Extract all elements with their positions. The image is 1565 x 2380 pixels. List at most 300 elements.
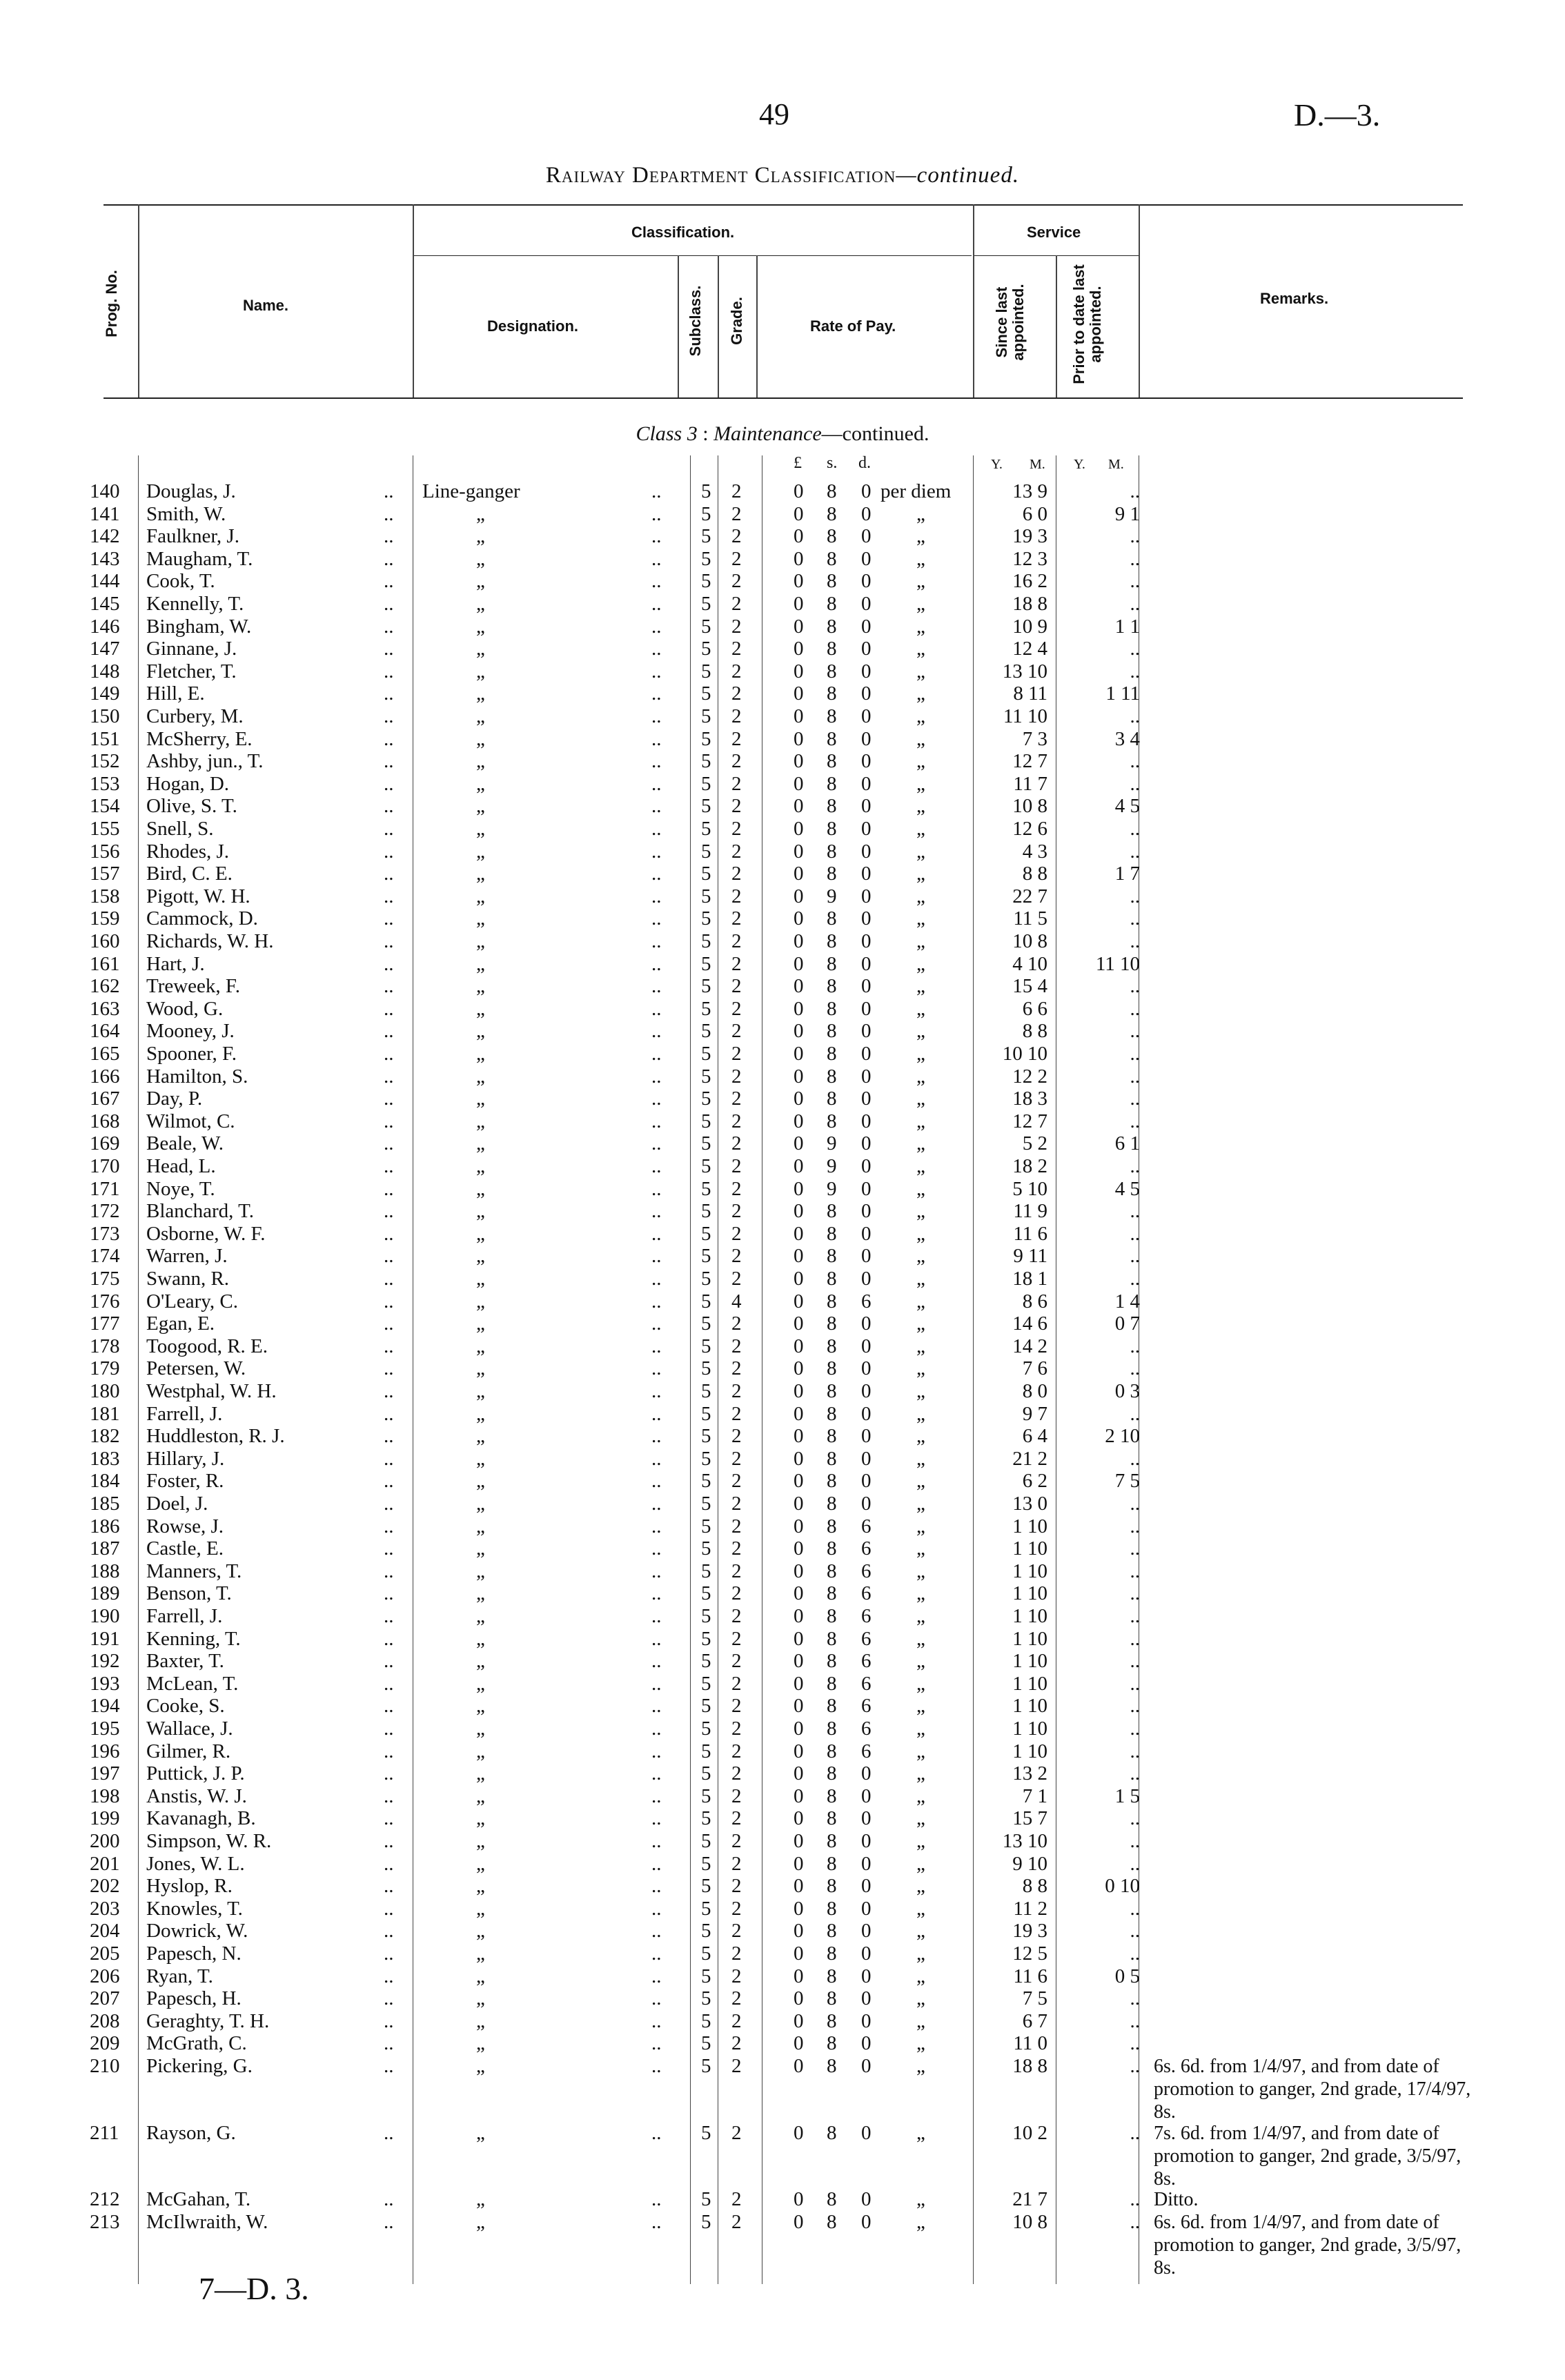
grade-cell: 2: [731, 1447, 742, 1470]
leader-dots: ..: [651, 1830, 662, 1852]
subclass-cell: 5: [701, 1493, 711, 1515]
prog-no-cell: 193: [90, 1672, 120, 1695]
prog-no-cell: 188: [90, 1560, 120, 1582]
leader-dots: ..: [384, 638, 394, 660]
table-row: [0, 1830, 1565, 1853]
pounds-cell: 0: [794, 1627, 804, 1650]
table-row: [0, 616, 1565, 638]
prog-no-cell: 155: [90, 818, 120, 840]
since-last-cell: 11 0: [1013, 2032, 1047, 2055]
since-last-cell: 4 10: [1012, 952, 1047, 975]
pounds-cell: 0: [794, 502, 804, 525]
shillings-cell: 8: [827, 1560, 837, 1582]
pence-cell: 0: [861, 818, 872, 840]
prog-no-cell: 171: [90, 1177, 120, 1200]
name-cell: Warren, J.: [146, 1245, 228, 1268]
subclass-cell: 5: [701, 727, 711, 750]
leader-dots: ..: [651, 1425, 662, 1448]
rate-period-cell: „: [916, 1470, 925, 1493]
prog-no-cell: 152: [90, 750, 120, 773]
table-row: [0, 1965, 1565, 1988]
name-cell: O'Leary, C.: [146, 1290, 238, 1312]
pence-cell: 0: [861, 1088, 872, 1110]
subclass-cell: 5: [701, 1155, 711, 1177]
grade-cell: 2: [731, 1425, 742, 1448]
prog-no-cell: 190: [90, 1605, 120, 1627]
shillings-cell: 8: [827, 772, 837, 795]
leader-dots: ..: [651, 1582, 662, 1605]
pounds-cell: 0: [794, 1650, 804, 1673]
since-last-cell: 11 10: [1003, 705, 1047, 727]
subclass-cell: 5: [701, 2032, 711, 2055]
grade-cell: 2: [731, 795, 742, 818]
leader-dots: ..: [384, 863, 394, 885]
prog-no-cell: 173: [90, 1222, 120, 1245]
leader-dots: ..: [384, 1245, 394, 1268]
designation-cell: „: [476, 1695, 485, 1718]
subclass-cell: 5: [701, 1672, 711, 1695]
pence-cell: 0: [861, 638, 872, 660]
shillings-cell: 8: [827, 2188, 837, 2211]
leader-dots: ..: [384, 480, 394, 502]
table-row: [0, 1628, 1565, 1651]
name-cell: McGrath, C.: [146, 2032, 247, 2055]
table-row: [0, 840, 1565, 863]
since-last-cell: 18 8: [1012, 2055, 1047, 2077]
subclass-cell: 5: [701, 705, 711, 727]
prog-no-cell: 207: [90, 1987, 120, 2010]
since-last-cell: 8 0: [1022, 1380, 1047, 1402]
designation-cell: „: [476, 840, 485, 863]
subclass-cell: 5: [701, 1088, 711, 1110]
designation-cell: „: [476, 2009, 485, 2032]
pence-cell: 0: [861, 1987, 872, 2010]
name-cell: Spooner, F.: [146, 1043, 237, 1065]
prior-to-date-cell: ..: [1130, 593, 1140, 615]
designation-cell: „: [476, 1965, 485, 1987]
subclass-cell: 5: [701, 660, 711, 682]
shillings-cell: 8: [827, 1943, 837, 1965]
prior-to-date-cell: ..: [1130, 2009, 1140, 2032]
subclass-cell: 5: [701, 1807, 711, 1830]
rate-period-cell: „: [916, 1582, 925, 1605]
since-last-cell: 18 2: [1012, 1155, 1047, 1177]
table-row: [0, 1403, 1565, 1426]
prior-to-date-cell: 0 7: [1114, 1312, 1140, 1335]
prog-no-cell: 200: [90, 1830, 120, 1852]
subclass-cell: 5: [701, 638, 711, 660]
pence-cell: 0: [861, 1043, 872, 1065]
leader-dots: ..: [384, 1807, 394, 1830]
leader-dots: ..: [384, 1043, 394, 1065]
prog-no-cell: 205: [90, 1943, 120, 1965]
grade-cell: 2: [731, 1784, 742, 1807]
name-cell: Head, L.: [146, 1155, 216, 1177]
grade-cell: 2: [731, 1987, 742, 2010]
rate-period-cell: „: [916, 638, 925, 660]
name-cell: Ginnane, J.: [146, 638, 237, 660]
name-cell: Rayson, G.: [146, 2121, 236, 2144]
pounds-cell: 0: [794, 1830, 804, 1852]
leader-dots: ..: [651, 547, 662, 570]
designation-cell: „: [476, 2055, 485, 2077]
since-last-cell: 19 3: [1012, 525, 1047, 548]
designation-cell: „: [476, 1897, 485, 1920]
table-row: [0, 998, 1565, 1021]
prior-to-date-cell: ..: [1130, 1515, 1140, 1537]
pounds-cell: 0: [794, 547, 804, 570]
designation-cell: „: [476, 1762, 485, 1785]
shillings-cell: 8: [827, 863, 837, 885]
prior-to-date-cell: 4 5: [1114, 795, 1140, 818]
shillings-cell: 8: [827, 638, 837, 660]
name-cell: Wood, G.: [146, 997, 224, 1020]
prog-no-cell: 146: [90, 615, 120, 638]
header-classification: Classification.: [631, 224, 735, 241]
prior-to-date-cell: ..: [1130, 705, 1140, 727]
rate-period-cell: „: [916, 1177, 925, 1200]
pence-cell: 0: [861, 1200, 872, 1223]
prog-no-cell: 195: [90, 1718, 120, 1740]
title-suffix: —continued.: [896, 163, 1020, 188]
name-cell: Westphal, W. H.: [146, 1380, 277, 1402]
grade-cell: 2: [731, 1897, 742, 1920]
table-row: [0, 1560, 1565, 1583]
shillings-cell: 8: [827, 907, 837, 930]
leader-dots: ..: [384, 1784, 394, 1807]
subclass-cell: 5: [701, 1177, 711, 1200]
leader-dots: ..: [651, 727, 662, 750]
shillings-cell: 8: [827, 1897, 837, 1920]
shillings-cell: 8: [827, 1493, 837, 1515]
leader-dots: ..: [384, 2210, 394, 2233]
since-last-cell: 13 2: [1012, 1762, 1047, 1785]
leader-dots: ..: [384, 1537, 394, 1560]
leader-dots: ..: [384, 1088, 394, 1110]
leader-dots: ..: [651, 638, 662, 660]
table-row: [0, 1110, 1565, 1133]
pounds-cell: 0: [794, 727, 804, 750]
leader-dots: ..: [384, 1425, 394, 1448]
rate-period-cell: „: [916, 727, 925, 750]
shillings-cell: 8: [827, 1852, 837, 1875]
since-last-cell: 9 10: [1012, 1852, 1047, 1875]
name-cell: McSherry, E.: [146, 727, 253, 750]
pence-cell: 0: [861, 1357, 872, 1380]
designation-cell: „: [476, 975, 485, 998]
rate-period-cell: „: [916, 1560, 925, 1582]
since-last-cell: 4 3: [1022, 840, 1047, 863]
designation-cell: „: [476, 795, 485, 818]
rate-period-cell: „: [916, 1605, 925, 1627]
rate-period-cell: „: [916, 750, 925, 773]
name-cell: Castle, E.: [146, 1537, 224, 1560]
subclass-cell: 5: [701, 1470, 711, 1493]
subclass-cell: 5: [701, 1830, 711, 1852]
leader-dots: ..: [651, 682, 662, 705]
leader-dots: ..: [651, 1740, 662, 1762]
leader-dots: ..: [651, 2188, 662, 2211]
table-row: [0, 1357, 1565, 1380]
grade-cell: 2: [731, 1110, 742, 1132]
name-cell: Hyslop, R.: [146, 1875, 233, 1898]
table-row: [0, 593, 1565, 616]
designation-cell: „: [476, 1268, 485, 1290]
name-cell: Beale, W.: [146, 1132, 224, 1155]
designation-cell: „: [476, 863, 485, 885]
pounds-cell: 0: [794, 1582, 804, 1605]
designation-cell: Line-ganger: [422, 480, 520, 502]
shillings-cell: 8: [827, 1830, 837, 1852]
since-last-cell: 11 6: [1013, 1222, 1047, 1245]
leader-dots: ..: [384, 1672, 394, 1695]
since-last-cell: 15 4: [1012, 975, 1047, 998]
pounds-cell: 0: [794, 2055, 804, 2077]
since-last-cell: 9 7: [1022, 1402, 1047, 1425]
prior-to-date-cell: ..: [1130, 1222, 1140, 1245]
subclass-cell: 5: [701, 1987, 711, 2010]
unit-shilling: s.: [827, 454, 838, 472]
rate-period-cell: „: [916, 1897, 925, 1920]
designation-cell: „: [476, 1470, 485, 1493]
leader-dots: ..: [651, 1897, 662, 1920]
rate-period-cell: „: [916, 1695, 925, 1718]
leader-dots: ..: [384, 1605, 394, 1627]
leader-dots: ..: [384, 907, 394, 930]
prog-no-cell: 196: [90, 1740, 120, 1762]
header-name: Name.: [243, 297, 289, 314]
leader-dots: ..: [384, 1920, 394, 1943]
shillings-cell: 8: [827, 502, 837, 525]
leader-dots: ..: [384, 1447, 394, 1470]
leader-dots: ..: [651, 480, 662, 502]
grade-cell: 2: [731, 1875, 742, 1898]
designation-cell: „: [476, 1943, 485, 1965]
since-last-cell: 6 7: [1022, 2009, 1047, 2032]
subclass-cell: 5: [701, 2121, 711, 2144]
table-row: [0, 1245, 1565, 1268]
pence-cell: 0: [861, 1312, 872, 1335]
grade-cell: 2: [731, 1515, 742, 1537]
prog-no-cell: 182: [90, 1425, 120, 1448]
grade-cell: 2: [731, 1695, 742, 1718]
rate-period-cell: „: [916, 547, 925, 570]
shillings-cell: 8: [827, 1987, 837, 2010]
name-cell: Farrell, J.: [146, 1605, 223, 1627]
table-row: [0, 1695, 1565, 1718]
shillings-cell: 8: [827, 1200, 837, 1223]
prior-to-date-cell: ..: [1130, 1200, 1140, 1223]
grade-cell: 2: [731, 1357, 742, 1380]
leader-dots: ..: [384, 1560, 394, 1582]
table-row: [0, 975, 1565, 998]
designation-cell: „: [476, 1515, 485, 1537]
prior-to-date-cell: 6 1: [1114, 1132, 1140, 1155]
prior-to-date-cell: ..: [1130, 1268, 1140, 1290]
leader-dots: ..: [384, 1335, 394, 1357]
subclass-cell: 5: [701, 1290, 711, 1312]
name-cell: Puttick, J. P.: [146, 1762, 245, 1785]
grade-cell: 2: [731, 1380, 742, 1402]
designation-cell: „: [476, 1020, 485, 1043]
since-last-cell: 6 6: [1022, 997, 1047, 1020]
designation-cell: „: [476, 772, 485, 795]
pounds-cell: 0: [794, 840, 804, 863]
prog-no-cell: 176: [90, 1290, 120, 1312]
grade-cell: 2: [731, 1155, 742, 1177]
name-cell: Douglas, J.: [146, 480, 236, 502]
table-row: [0, 682, 1565, 705]
rate-period-cell: „: [916, 570, 925, 593]
table-row: [0, 1853, 1565, 1876]
since-last-cell: 1 10: [1012, 1718, 1047, 1740]
table-row: [0, 548, 1565, 571]
since-last-cell: 13 10: [1002, 660, 1047, 682]
leader-dots: ..: [384, 1875, 394, 1898]
prog-no-cell: 185: [90, 1493, 120, 1515]
since-last-cell: 11 9: [1013, 1200, 1047, 1223]
prog-no-cell: 143: [90, 547, 120, 570]
table-row: [0, 705, 1565, 728]
designation-cell: „: [476, 593, 485, 615]
shillings-cell: 8: [827, 2210, 837, 2233]
name-cell: Hamilton, S.: [146, 1065, 248, 1088]
subclass-cell: 5: [701, 1425, 711, 1448]
leader-dots: ..: [384, 1290, 394, 1312]
grade-cell: 2: [731, 1582, 742, 1605]
table-row: [0, 930, 1565, 953]
prog-no-cell: 162: [90, 975, 120, 998]
grade-cell: 2: [731, 1020, 742, 1043]
prior-to-date-cell: ..: [1130, 1695, 1140, 1718]
header-divider-7: [1056, 255, 1057, 397]
prog-no-cell: 157: [90, 863, 120, 885]
prior-to-date-cell: ..: [1130, 2055, 1140, 2077]
subclass-cell: 5: [701, 1357, 711, 1380]
prior-to-date-cell: ..: [1130, 1987, 1140, 2010]
subclass-cell: 5: [701, 1380, 711, 1402]
prior-to-date-cell: ..: [1130, 1065, 1140, 1088]
leader-dots: ..: [651, 1807, 662, 1830]
leader-dots: ..: [651, 1335, 662, 1357]
grade-cell: 2: [731, 502, 742, 525]
name-cell: Pigott, W. H.: [146, 885, 250, 907]
pence-cell: 0: [861, 1965, 872, 1987]
leader-dots: ..: [384, 727, 394, 750]
page-title: [0, 163, 1565, 188]
pence-cell: 0: [861, 615, 872, 638]
leader-dots: ..: [651, 1920, 662, 1943]
since-last-cell: 6 4: [1022, 1425, 1047, 1448]
name-cell: Osborne, W. F.: [146, 1222, 266, 1245]
designation-cell: „: [476, 1222, 485, 1245]
pounds-cell: 0: [794, 1177, 804, 1200]
leader-dots: ..: [384, 1020, 394, 1043]
prog-no-cell: 184: [90, 1470, 120, 1493]
name-cell: Doel, J.: [146, 1493, 208, 1515]
name-cell: Hart, J.: [146, 952, 205, 975]
grade-cell: 2: [731, 1627, 742, 1650]
leader-dots: ..: [384, 1357, 394, 1380]
table-row: [0, 1943, 1565, 1965]
grade-cell: 2: [731, 1065, 742, 1088]
rate-period-cell: „: [916, 863, 925, 885]
shillings-cell: 8: [827, 1515, 837, 1537]
designation-cell: „: [476, 1718, 485, 1740]
leader-dots: ..: [651, 1718, 662, 1740]
rate-period-cell: „: [916, 952, 925, 975]
leader-dots: ..: [384, 1155, 394, 1177]
designation-cell: „: [476, 1875, 485, 1898]
unit-prior-years: Y.: [1074, 457, 1085, 472]
subclass-cell: 5: [701, 1132, 711, 1155]
subclass-cell: 5: [701, 1718, 711, 1740]
header-divider-3: [678, 255, 679, 397]
rate-period-cell: „: [916, 1088, 925, 1110]
rate-period-cell: „: [916, 593, 925, 615]
designation-cell: „: [476, 1493, 485, 1515]
prog-no-cell: 141: [90, 502, 120, 525]
rate-period-cell: „: [916, 1875, 925, 1898]
name-cell: Kavanagh, B.: [146, 1807, 256, 1830]
name-cell: Baxter, T.: [146, 1650, 224, 1673]
section-class: Class 3: [636, 422, 698, 445]
grade-cell: 2: [731, 1222, 742, 1245]
prior-to-date-cell: 0 5: [1114, 1965, 1140, 1987]
pence-cell: 0: [861, 593, 872, 615]
prog-no-cell: 186: [90, 1515, 120, 1537]
grade-cell: 2: [731, 1605, 742, 1627]
leader-dots: ..: [384, 840, 394, 863]
name-cell: Cammock, D.: [146, 907, 258, 930]
table-row: [0, 1043, 1565, 1065]
designation-cell: „: [476, 1155, 485, 1177]
shillings-cell: 8: [827, 1402, 837, 1425]
pounds-cell: 0: [794, 1560, 804, 1582]
shillings-cell: 8: [827, 952, 837, 975]
pence-cell: 0: [861, 1245, 872, 1268]
leader-dots: ..: [384, 1132, 394, 1155]
shillings-cell: 8: [827, 1920, 837, 1943]
designation-cell: „: [476, 727, 485, 750]
subclass-cell: 5: [701, 1965, 711, 1987]
subclass-cell: 5: [701, 593, 711, 615]
since-last-cell: 10 2: [1012, 2121, 1047, 2144]
pounds-cell: 0: [794, 1357, 804, 1380]
shillings-cell: 8: [827, 1875, 837, 1898]
table-row: [0, 525, 1565, 548]
remarks-cell: 6s. 6d. from 1/4/97, and from date of promotion to ganger, 2nd grade, 3/5/97, 8s.: [1154, 2211, 1461, 2279]
shillings-cell: 8: [827, 660, 837, 682]
pounds-cell: 0: [794, 1245, 804, 1268]
pounds-cell: 0: [794, 2210, 804, 2233]
table-row: [0, 1898, 1565, 1920]
prog-no-cell: 191: [90, 1627, 120, 1650]
table-row: [0, 1493, 1565, 1515]
prior-to-date-cell: 1 11: [1105, 682, 1140, 705]
since-last-cell: 14 6: [1012, 1312, 1047, 1335]
table-row: [0, 1425, 1565, 1448]
grade-cell: 2: [731, 1537, 742, 1560]
pounds-cell: 0: [794, 1268, 804, 1290]
rate-period-cell: „: [916, 1807, 925, 1830]
prior-to-date-cell: ..: [1130, 1672, 1140, 1695]
table-row: [0, 907, 1565, 930]
subclass-cell: 5: [701, 1402, 711, 1425]
prior-to-date-cell: ..: [1130, 1650, 1140, 1673]
prog-no-cell: 149: [90, 682, 120, 705]
leader-dots: ..: [651, 1784, 662, 1807]
